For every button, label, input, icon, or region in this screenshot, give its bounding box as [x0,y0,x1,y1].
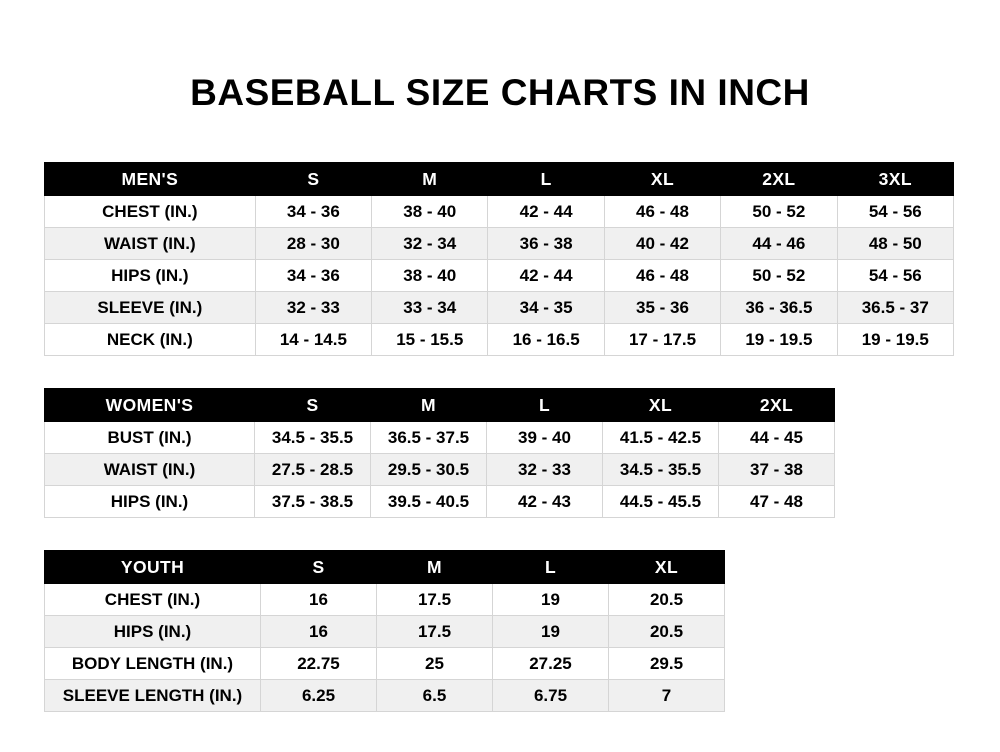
womens-header-m: M [371,389,487,422]
cell: 19 - 19.5 [721,324,837,356]
table-row [45,324,954,356]
table-row [45,196,954,228]
cell: 46 - 48 [604,260,720,292]
womens-header-l: L [487,389,603,422]
table-spacer [44,518,1000,550]
cell: 32 - 33 [487,454,603,486]
row-label: WAIST (IN.) [45,228,256,260]
womens-header-s: S [255,389,371,422]
cell: 6.25 [261,680,377,712]
youth-header-label: YOUTH [45,551,261,584]
cell: 34 - 36 [255,260,371,292]
cell: 17.5 [377,616,493,648]
cell: 29.5 - 30.5 [371,454,487,486]
row-label: BODY LENGTH (IN.) [45,648,261,680]
cell: 6.75 [493,680,609,712]
row-label: SLEEVE LENGTH (IN.) [45,680,261,712]
youth-header-m: M [377,551,493,584]
cell: 35 - 36 [604,292,720,324]
mens-header-s: S [255,163,371,196]
table-row [45,260,954,292]
table-row [45,680,725,712]
cell: 44 - 46 [721,228,837,260]
cell: 33 - 34 [372,292,488,324]
row-label: HIPS (IN.) [45,260,256,292]
cell: 47 - 48 [719,486,835,518]
cell: 19 [493,584,609,616]
cell: 19 [493,616,609,648]
mens-header-l: L [488,163,604,196]
cell: 36 - 36.5 [721,292,837,324]
cell: 38 - 40 [372,196,488,228]
womens-header-row [45,389,835,422]
youth-header-l: L [493,551,609,584]
cell: 34 - 35 [488,292,604,324]
row-label: HIPS (IN.) [45,616,261,648]
cell: 28 - 30 [255,228,371,260]
cell: 40 - 42 [604,228,720,260]
cell: 41.5 - 42.5 [603,422,719,454]
cell: 48 - 50 [837,228,953,260]
table-spacer [44,356,1000,388]
cell: 42 - 43 [487,486,603,518]
cell: 32 - 33 [255,292,371,324]
cell: 6.5 [377,680,493,712]
row-label: HIPS (IN.) [45,486,255,518]
cell: 16 - 16.5 [488,324,604,356]
table-row [45,292,954,324]
table-row [45,454,835,486]
cell: 50 - 52 [721,196,837,228]
cell: 44.5 - 45.5 [603,486,719,518]
cell: 14 - 14.5 [255,324,371,356]
cell: 50 - 52 [721,260,837,292]
youth-header-s: S [261,551,377,584]
cell: 20.5 [609,616,725,648]
table-row [45,648,725,680]
cell: 22.75 [261,648,377,680]
youth-size-table [44,550,725,712]
cell: 36.5 - 37.5 [371,422,487,454]
mens-header-xl: XL [604,163,720,196]
cell: 54 - 56 [837,196,953,228]
table-row [45,228,954,260]
row-label: SLEEVE (IN.) [45,292,256,324]
cell: 39 - 40 [487,422,603,454]
cell: 20.5 [609,584,725,616]
cell: 36.5 - 37 [837,292,953,324]
table-row [45,486,835,518]
cell: 46 - 48 [604,196,720,228]
cell: 54 - 56 [837,260,953,292]
cell: 17.5 [377,584,493,616]
mens-size-table [44,162,954,356]
cell: 7 [609,680,725,712]
womens-header-xl: XL [603,389,719,422]
row-label: BUST (IN.) [45,422,255,454]
page-title: BASEBALL SIZE CHARTS IN INCH [190,72,810,113]
cell: 16 [261,616,377,648]
cell: 16 [261,584,377,616]
table-row [45,616,725,648]
tables-container [0,162,1000,712]
cell: 29.5 [609,648,725,680]
table-row [45,422,835,454]
womens-size-table [44,388,835,518]
womens-header-2xl: 2XL [719,389,835,422]
cell: 19 - 19.5 [837,324,953,356]
cell: 37 - 38 [719,454,835,486]
cell: 42 - 44 [488,196,604,228]
cell: 15 - 15.5 [372,324,488,356]
row-label: WAIST (IN.) [45,454,255,486]
row-label: NECK (IN.) [45,324,256,356]
table-row [45,584,725,616]
mens-header-m: M [372,163,488,196]
cell: 27.25 [493,648,609,680]
mens-header-label: MEN'S [45,163,256,196]
youth-header-xl: XL [609,551,725,584]
youth-header-row [45,551,725,584]
mens-header-row [45,163,954,196]
cell: 17 - 17.5 [604,324,720,356]
cell: 44 - 45 [719,422,835,454]
cell: 36 - 38 [488,228,604,260]
row-label: CHEST (IN.) [45,196,256,228]
cell: 39.5 - 40.5 [371,486,487,518]
cell: 25 [377,648,493,680]
cell: 27.5 - 28.5 [255,454,371,486]
cell: 32 - 34 [372,228,488,260]
cell: 34.5 - 35.5 [255,422,371,454]
mens-header-2xl: 2XL [721,163,837,196]
cell: 34.5 - 35.5 [603,454,719,486]
cell: 42 - 44 [488,260,604,292]
cell: 37.5 - 38.5 [255,486,371,518]
cell: 38 - 40 [372,260,488,292]
womens-header-label: WOMEN'S [45,389,255,422]
cell: 34 - 36 [255,196,371,228]
row-label: CHEST (IN.) [45,584,261,616]
mens-header-3xl: 3XL [837,163,953,196]
